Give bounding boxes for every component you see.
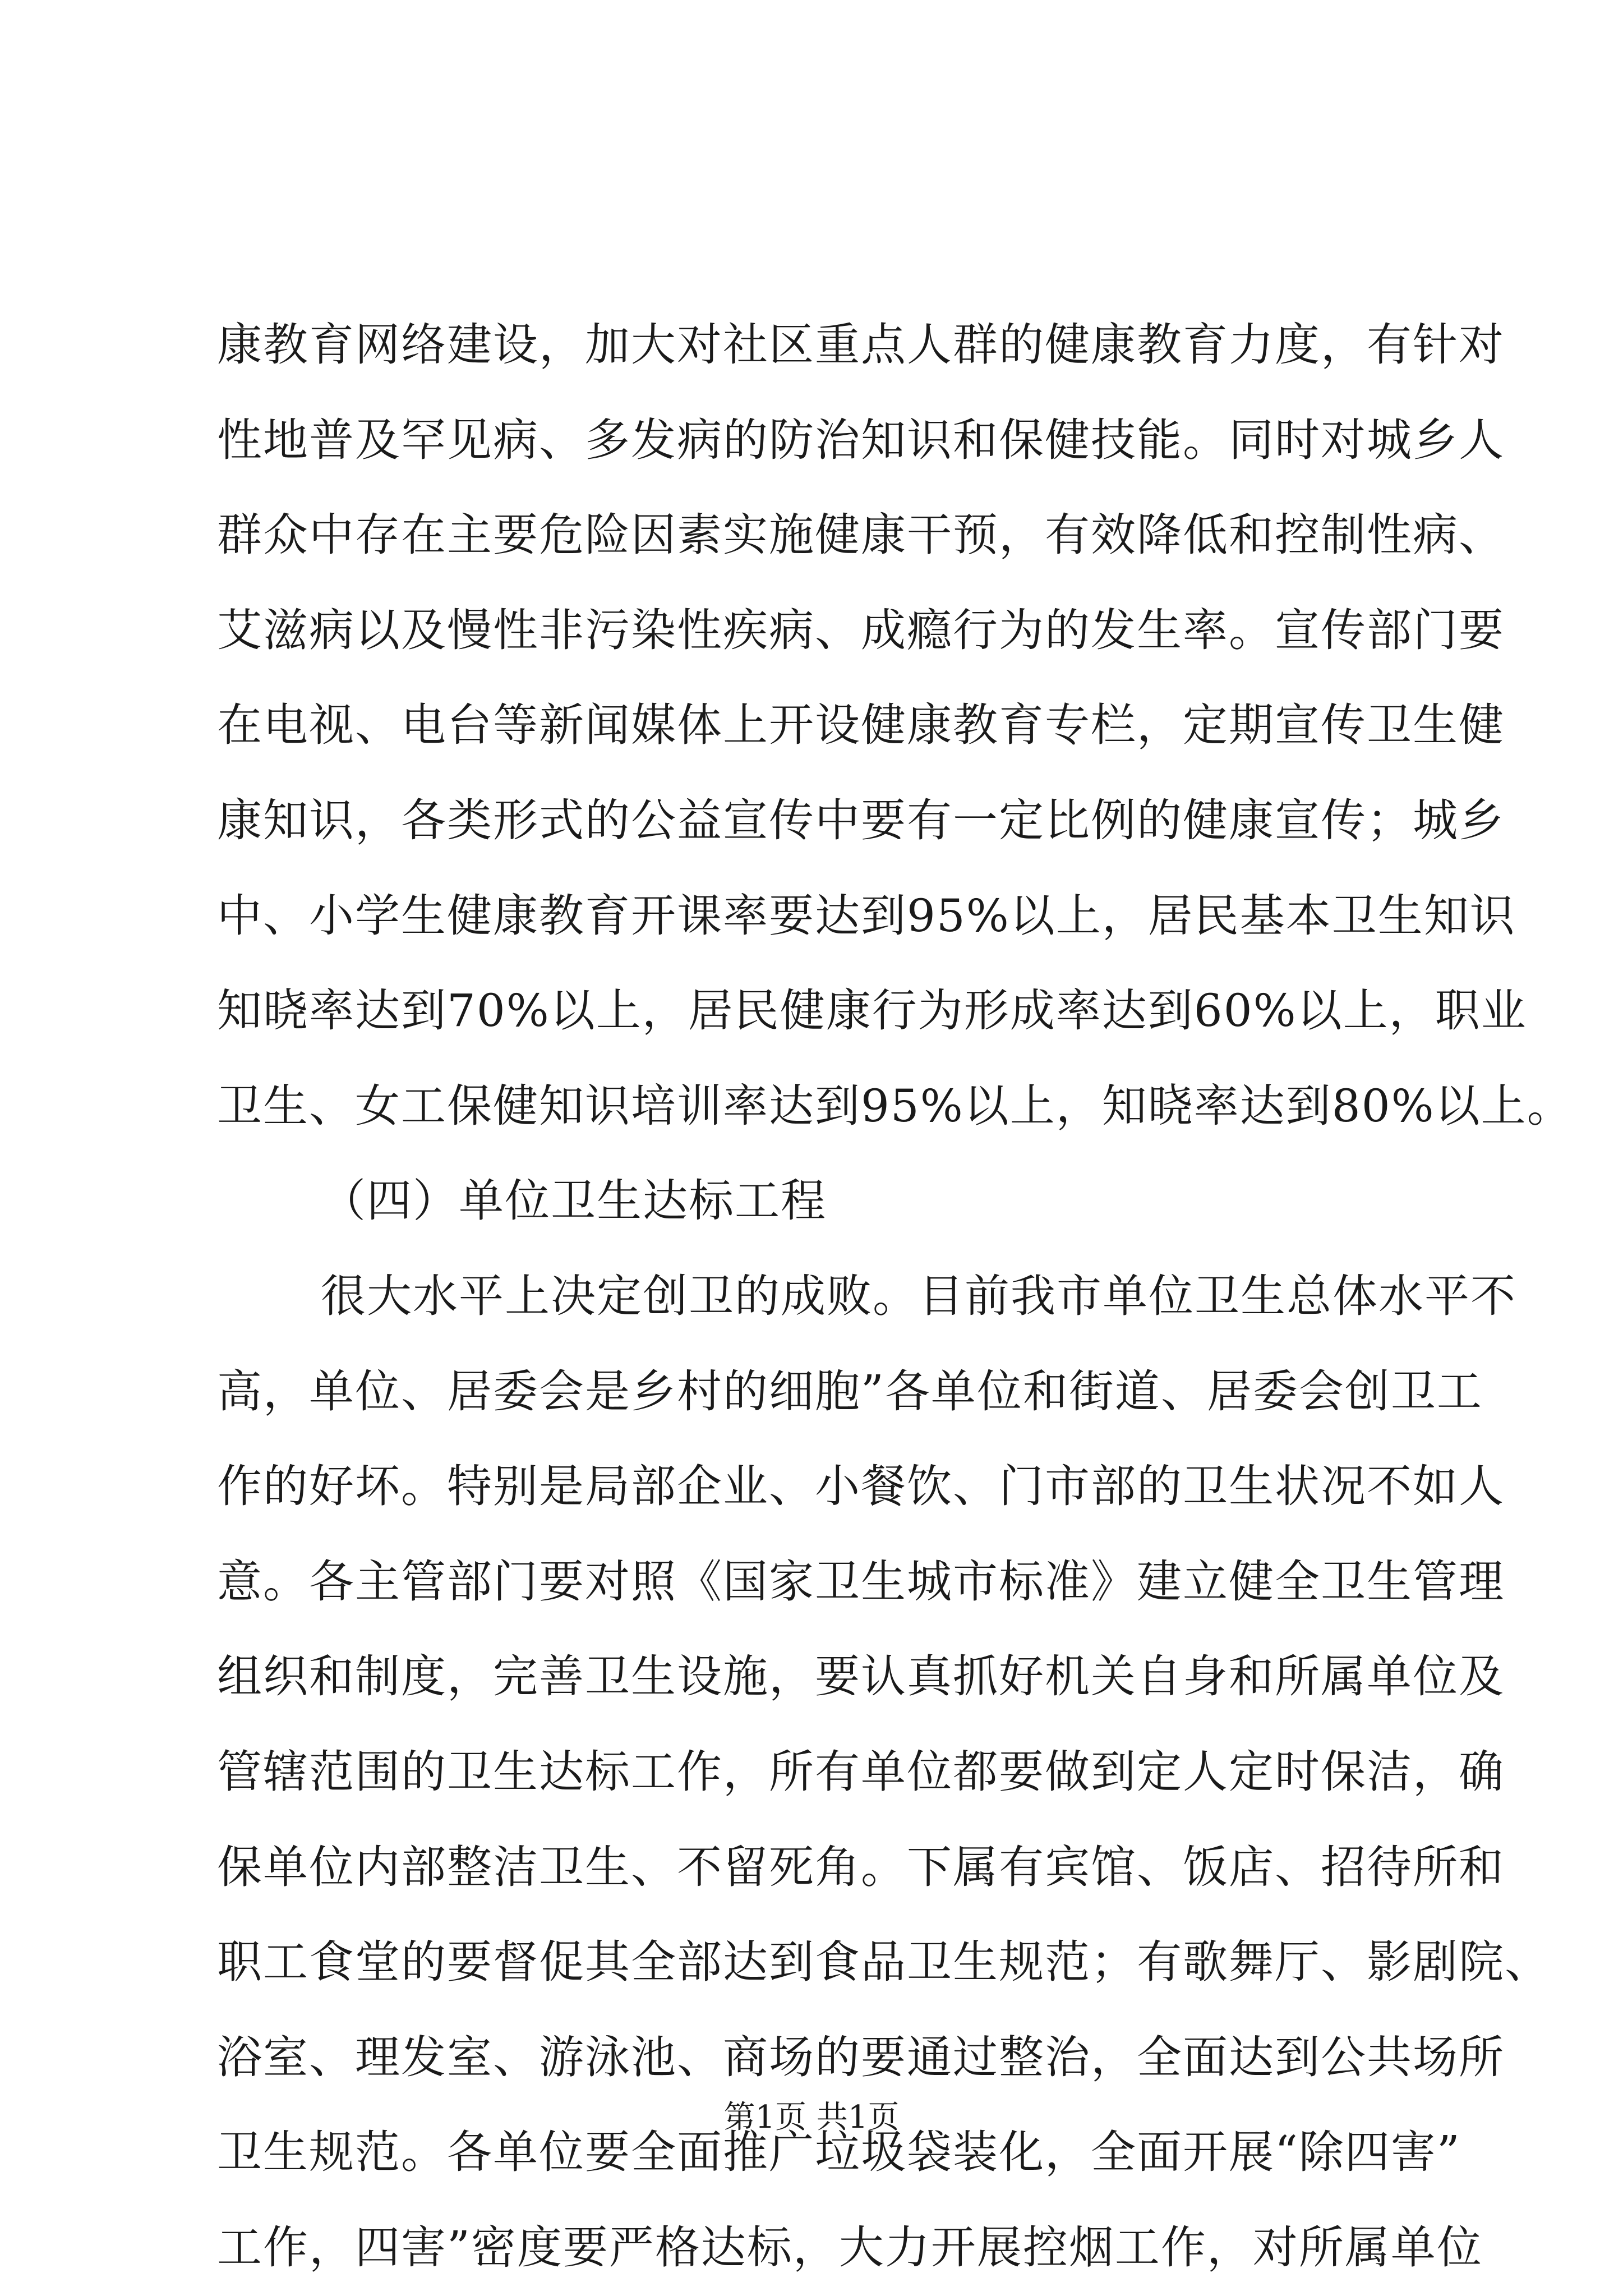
paragraph-line: 高，单位、居委会是乡村的细胞”各单位和街道、居委会创卫工 <box>217 1365 1483 1418</box>
paragraph-line: 卫生规范。各单位要全面推广垃圾袋装化，全面开展“除四害” <box>217 2126 1461 2179</box>
paragraph-line: 康教育网络建设，加大对社区重点人群的健康教育力度，有针对 <box>217 319 1505 371</box>
page-number-label: 第1页 共1页 <box>723 2099 900 2136</box>
paragraph-line: 在电视、电台等新闻媒体上开设健康教育专栏，定期宣传卫生健 <box>217 699 1505 752</box>
paragraph-line: 群众中存在主要危险因素实施健康干预，有效降低和控制性病、 <box>217 509 1505 562</box>
paragraph-line: 知晓率达到70%以上，居民健康行为形成率达到60%以上，职业 <box>217 984 1527 1037</box>
paragraph-line: 很大水平上决定创卫的成败。目前我市单位卫生总体水平不 <box>321 1269 1516 1322</box>
paragraph-line: 性地普及罕见病、多发病的防治知识和保健技能。同时对城乡人 <box>217 413 1505 466</box>
paragraph-line: 组织和制度，完善卫生设施，要认真抓好机关自身和所属单位及 <box>217 1650 1505 1703</box>
paragraph-line: 作的好坏。特别是局部企业、小餐饮、门市部的卫生状况不如人 <box>217 1460 1505 1513</box>
paragraph-line: 管辖范围的卫生达标工作，所有单位都要做到定人定时保洁，确 <box>217 1745 1505 1798</box>
paragraph-line: 卫生、女工保健知识培训率达到95%以上，知晓率达到80%以上。 <box>217 1079 1573 1132</box>
paragraph-line: 康知识，各类形式的公益宣传中要有一定比例的健康宣传；城乡 <box>217 794 1505 846</box>
paragraph-line: 工作，四害”密度要严格达标，大力开展控烟工作，对所属单位 <box>217 2221 1483 2274</box>
page-footer <box>0 2095 1623 2140</box>
paragraph-line: 意。各主管部门要对照《国家卫生城市标准》建立健全卫生管理 <box>217 1555 1505 1608</box>
paragraph-line: 中、小学生健康教育开课率要达到95%以上，居民基本卫生知识 <box>217 889 1516 942</box>
paragraph-line: 浴室、理发室、游泳池、商场的要通过整治，全面达到公共场所 <box>217 2031 1505 2083</box>
section-heading: （四）单位卫生达标工程 <box>321 1175 827 1227</box>
document-body <box>217 297 1573 2295</box>
paragraph-line: 职工食堂的要督促其全部达到食品卫生规范；有歌舞厅、影剧院、 <box>217 1936 1551 1989</box>
paragraph-line: 艾滋病以及慢性非污染性疾病、成瘾行为的发生率。宣传部门要 <box>217 604 1505 656</box>
paragraph-line: 保单位内部整洁卫生、不留死角。下属有宾馆、饭店、招待所和 <box>217 1841 1505 1893</box>
